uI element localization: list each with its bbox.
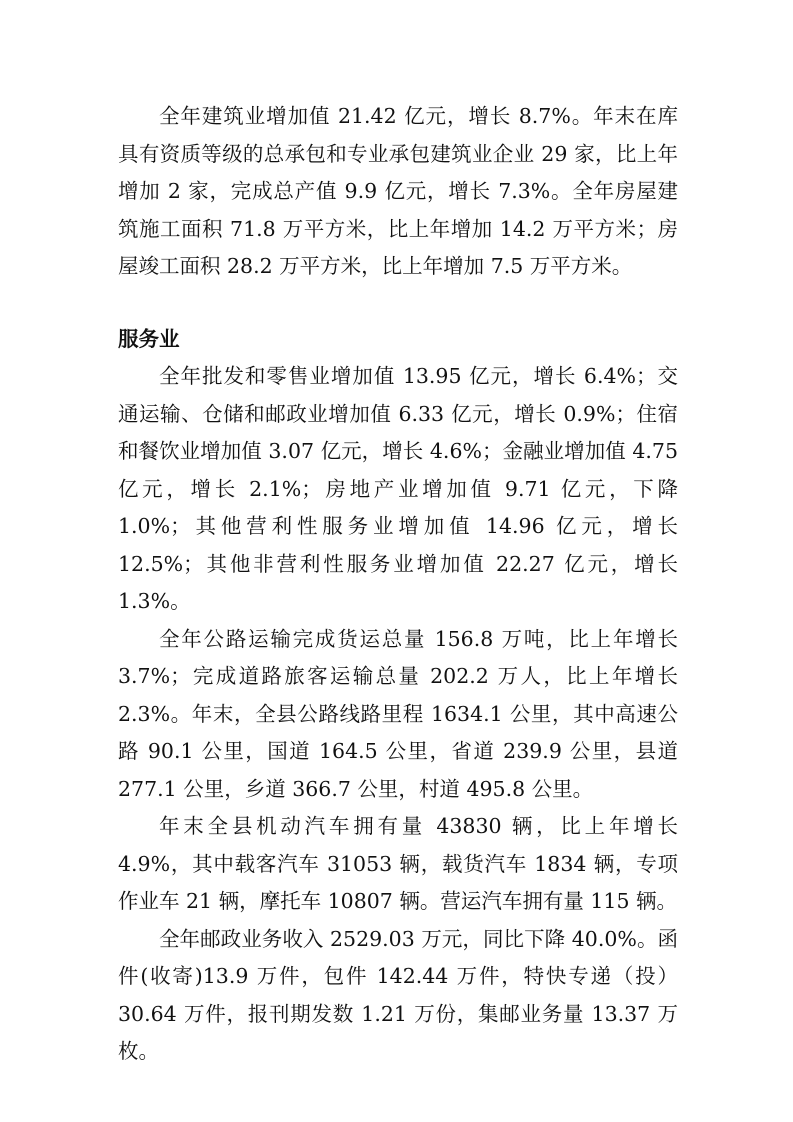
section-heading-services: 服务业 [118, 326, 180, 351]
paragraph-construction-industry: 全年建筑业增加值 21.42 亿元，增长 8.7%。年末在库具有资质等级的总承包和专业承包建筑业企业 29 家，比上年增加 2 家，完成总产值 9.9 亿元，增长 7.3%。全年房屋建筑施工面积 71.8 万平方米，比上年增加 14.2 万平方米；房屋竣工面积 28.2 万平方米，比上年增加 7.5 万平方米。 [118, 104, 678, 278]
paragraph-motor-vehicles: 年末全县机动汽车拥有量 43830 辆，比上年增长 4.9%，其中载客汽车 31053 辆，载货汽车 1834 辆，专项作业车 21 辆，摩托车 10807 辆。营运汽车拥有量 115 辆。 [118, 814, 678, 913]
document-body [118, 98, 678, 1071]
paragraph-postal-services: 全年邮政业务收入 2529.03 万元，同比下降 40.0%。函件(收寄)13.9 万件，包件 142.44 万件，特快专递（投）30.64 万件，报刊期发数 1.21 万份，集邮业务量 13.37 万枚。 [118, 926, 678, 1063]
paragraph-road-transport: 全年公路运输完成货运总量 156.8 万吨，比上年增长 3.7%；完成道路旅客运输总量 202.2 万人，比上年增长 2.3%。年末，全县公路线路里程 1634.1 公里，其中高速公路 90.1 公里，国道 164.5 公里，省道 239.9 公里，县道 277.1 公里，乡道 366.7 公里，村道 495.8 公里。 [118, 626, 678, 801]
paragraph-service-value-added: 全年批发和零售业增加值 13.95 亿元，增长 6.4%；交通运输、仓储和邮政业增加值 6.33 亿元，增长 0.9%；住宿和餐饮业增加值 3.07 亿元，增长 4.6%；金融业增加值 4.75 亿元，增长 2.1%；房地产业增加值 9.71 亿元，下降 1.0%；其他营利性服务业增加值 14.96 亿元，增长 12.5%；其他非营利性服务业增加值 22.27 亿元，增长 1.3%。 [118, 364, 678, 613]
